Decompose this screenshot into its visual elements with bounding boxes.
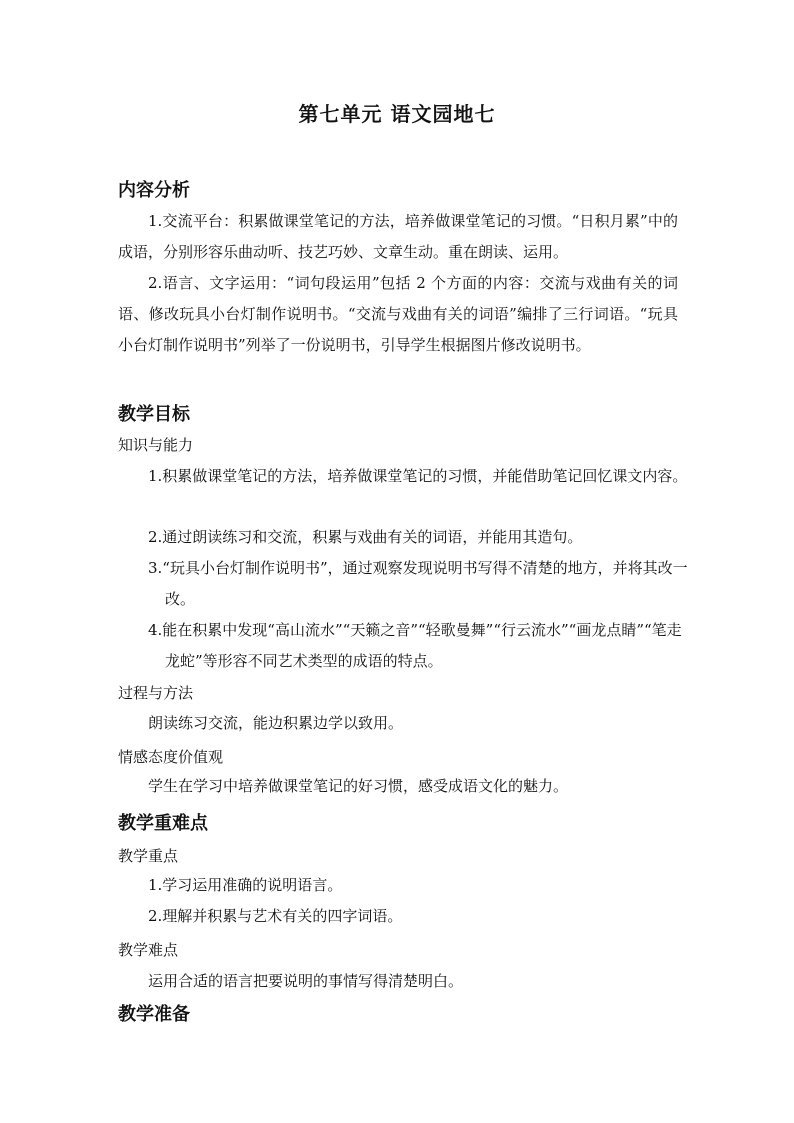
content-analysis-heading: 内容分析 (118, 180, 190, 201)
key-difficult-points-heading: 教学重难点 (118, 813, 208, 834)
emotion-values-text: 学生在学习中培养做课堂笔记的好习惯，感受成语文化的魅力。 (148, 777, 569, 795)
process-method-text: 朗读练习交流，能边积累边学以致用。 (148, 714, 404, 732)
key-point-item-1: 1.学习运用准确的说明语言。 (148, 876, 343, 894)
knowledge-item-2: 2.通过朗读练习和交流，积累与戏曲有关的词语，并能用其造句。 (148, 528, 583, 546)
page-title: 第七单元 语文园地七 (298, 102, 496, 126)
key-point-item-2: 2.理解并积累与艺术有关的四字词语。 (148, 907, 403, 925)
key-points-heading: 教学重点 (118, 847, 179, 865)
teaching-goals-heading: 教学目标 (118, 404, 190, 425)
knowledge-item-3: 3.“玩具小台灯制作说明书”，通过观察发现说明书写得不清楚的地方，并将其改一改。 (148, 559, 688, 608)
knowledge-item-1: 1.积累做课堂笔记的方法，培养做课堂笔记的习惯，并能借助笔记回忆课文内容。 (148, 467, 688, 485)
content-analysis-paragraph-1: 1.交流平台：积累做课堂笔记的方法，培养做课堂笔记的习惯。“日积月累”中的成语，分别形容乐曲动听、技艺巧妙、文章生动。重在朗读、运用。 (118, 212, 678, 261)
difficult-points-heading: 教学难点 (118, 941, 179, 959)
emotion-values-heading: 情感态度价值观 (118, 748, 224, 766)
process-method-heading: 过程与方法 (118, 684, 194, 702)
knowledge-item-4: 4.能在积累中发现“高山流水”“天籁之音”“轻歌曼舞”“行云流水”“画龙点睛”“笔走龙蛇”等形容不同艺术类型的成语的特点。 (148, 621, 682, 670)
difficult-point-text: 运用合适的语言把要说明的事情写得清楚明白。 (148, 972, 464, 990)
knowledge-ability-heading: 知识与能力 (118, 436, 194, 454)
teaching-preparation-heading: 教学准备 (118, 1004, 190, 1025)
content-analysis-paragraph-2: 2.语言、文字运用：“词句段运用”包括 2 个方面的内容：交流与戏曲有关的词语、修改玩具小台灯制作说明书。“交流与戏曲有关的词语”编排了三行词语。“玩具小台灯制作说明书”列举了一份说明书，引导学生根据图片修改说明书。 (118, 274, 678, 354)
